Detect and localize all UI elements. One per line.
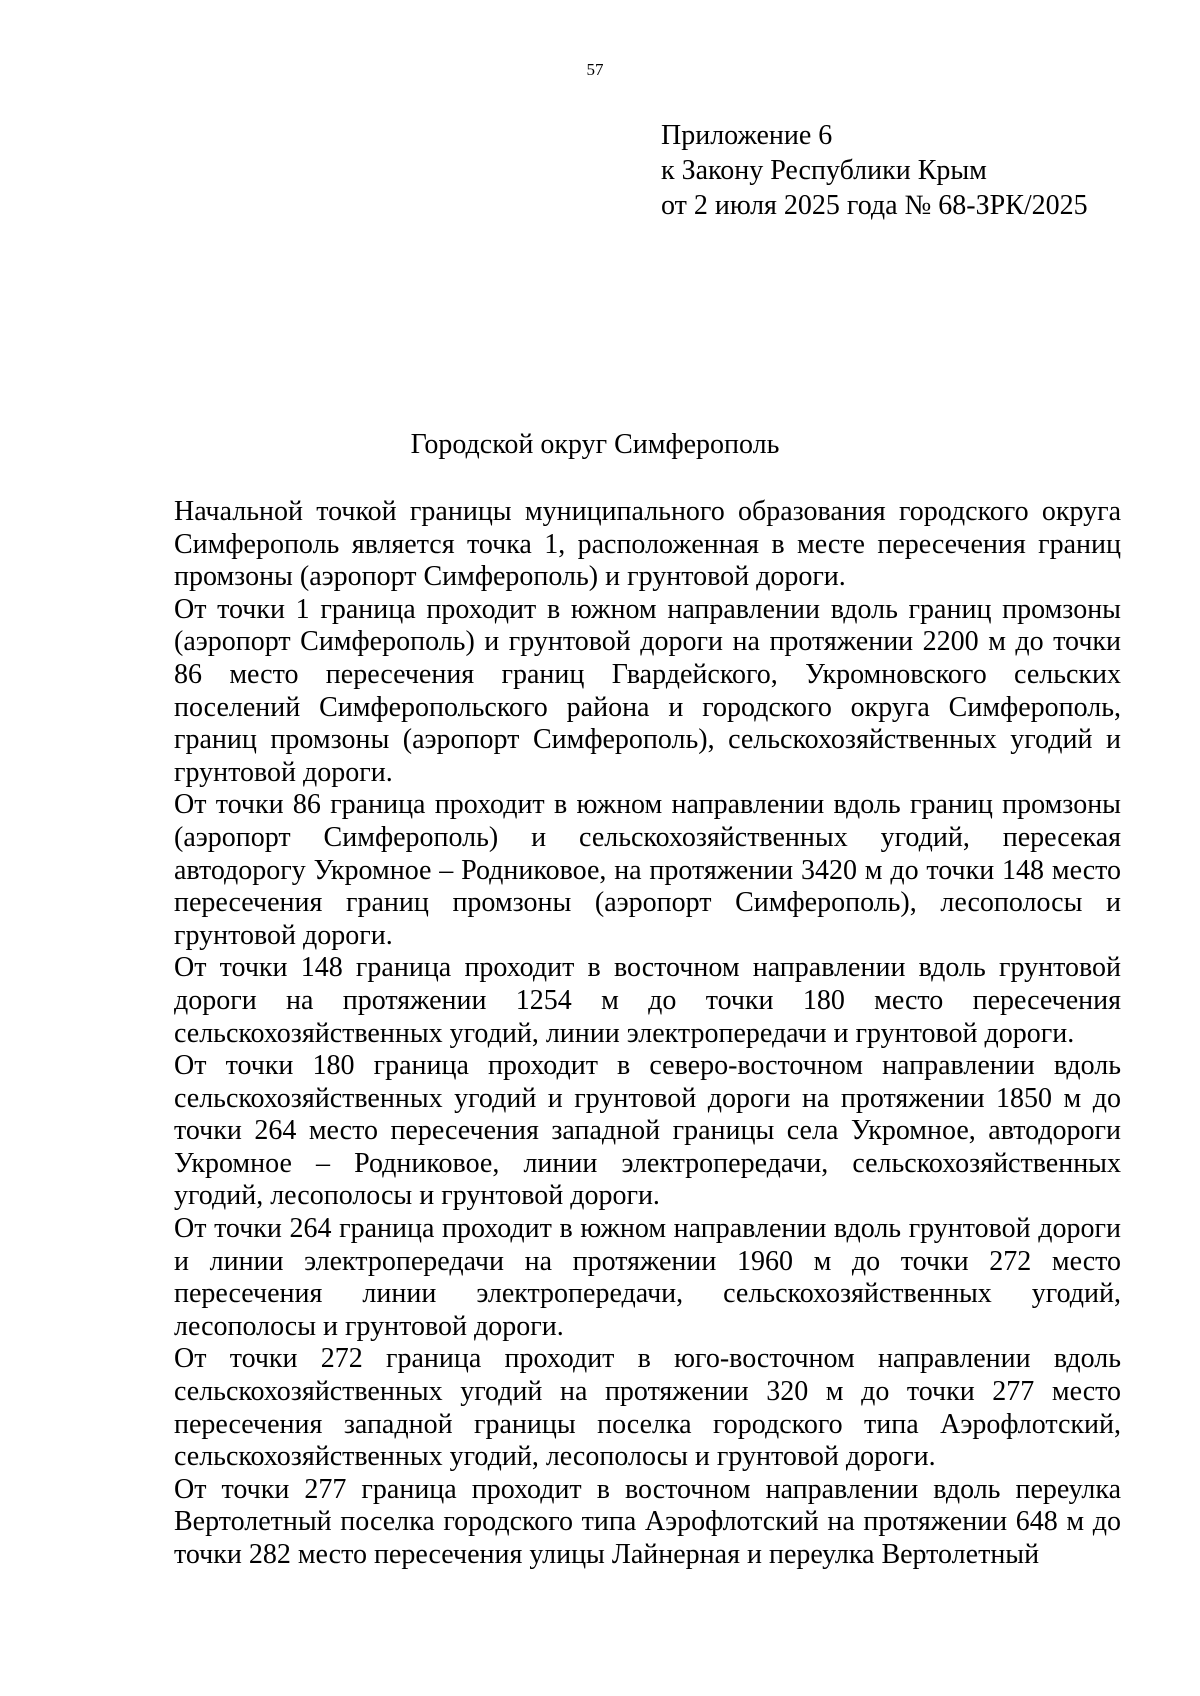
appendix-block xyxy=(661,118,1088,223)
page-number: 57 xyxy=(586,60,604,79)
paragraph: От точки 1 граница проходит в южном направлении вдоль границ промзоны (аэропорт Симферополь) и грунтовой дороги на протяжении 2200 м до точки 86 место пересечения границ Гвардейского, Укромновского сельских поселений Симферопольского района и городского округа Симферополь, границ промзоны (аэропорт Симферополь), сельскохозяйственных угодий и грунтовой дороги. xyxy=(174,593,1121,788)
appendix-line-3: от 2 июля 2025 года № 68-ЗРК/2025 xyxy=(661,190,1088,221)
appendix-line-1: Приложение 6 xyxy=(661,120,833,151)
document-title: Городской округ Симферополь xyxy=(410,429,780,460)
paragraph: От точки 180 граница проходит в северо-восточном направлении вдоль сельскохозяйственных угодий и грунтовой дороги на протяжении 1850 м до точки 264 место пересечения западной границы села Укромное, автодороги Укромное – Родниковое, линии электропередачи, сельскохозяйственных угодий, лесополосы и грунтовой дороги. xyxy=(174,1050,1121,1212)
paragraph: От точки 264 граница проходит в южном направлении вдоль грунтовой дороги и линии электропередачи на протяжении 1960 м до точки 272 место пересечения линии электропередачи, сельскохозяйственных угодий, лесополосы и грунтовой дороги. xyxy=(174,1213,1121,1342)
body-text xyxy=(174,496,1121,1572)
paragraph: От точки 277 граница проходит в восточном направлении вдоль переулка Вертолетный поселка городского типа Аэрофлотский на протяжении 648 м до точки 282 место пересечения улицы Лайнерная и переулка Вертолетный xyxy=(174,1473,1121,1570)
paragraph: Начальной точкой границы муниципального образования городского округа Симферополь является точка 1, расположенная в месте пересечения границ промзоны (аэропорт Симферополь) и грунтовой дороги. xyxy=(174,496,1121,593)
appendix-line-2: к Закону Республики Крым xyxy=(661,155,987,186)
paragraph: От точки 272 граница проходит в юго-восточном направлении вдоль сельскохозяйственных угодий на протяжении 320 м до точки 277 место пересечения западной границы поселка городского типа Аэрофлотский, сельскохозяйственных угодий, лесополосы и грунтовой дороги. xyxy=(174,1343,1121,1473)
paragraph: От точки 148 граница проходит в восточном направлении вдоль грунтовой дороги на протяжении 1254 м до точки 180 место пересечения сельскохозяйственных угодий, линии электропередачи и грунтовой дороги. xyxy=(174,952,1121,1049)
paragraph: От точки 86 граница проходит в южном направлении вдоль границ промзоны (аэропорт Симферополь) и сельскохозяйственных угодий, пересекая автодорогу Укромное – Родниковое, на протяжении 3420 м до точки 148 место пересечения границ промзоны (аэропорт Симферополь), лесополосы и грунтовой дороги. xyxy=(174,789,1121,951)
